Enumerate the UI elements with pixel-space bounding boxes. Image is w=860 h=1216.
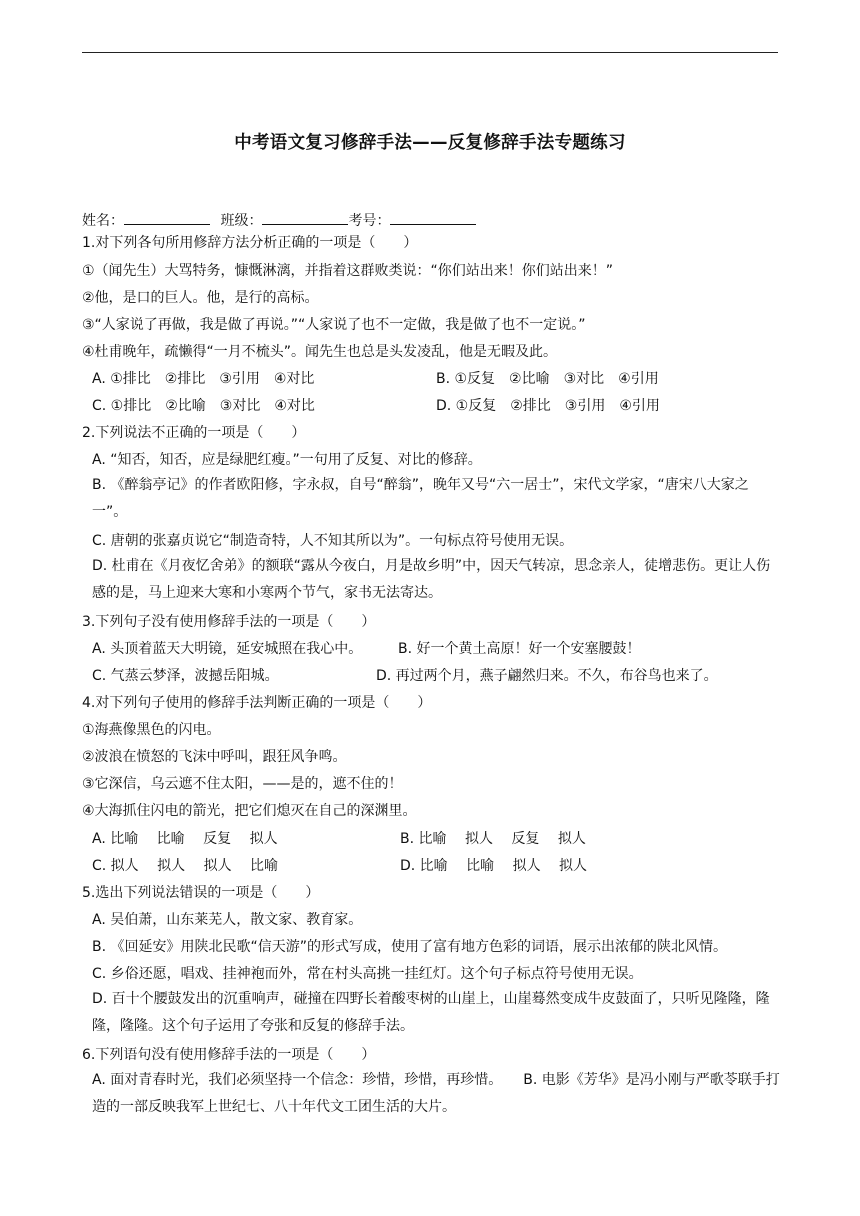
q3-option-a[interactable]: A. 头顶着蓝天大明镜，延安城照在我心中。: [92, 641, 363, 657]
q1-option-c[interactable]: C. ①排比 ②比喻 ③对比 ④对比: [92, 398, 315, 414]
exam-label: 考号：: [348, 213, 391, 229]
q1-sentence-1: ①（闻先生）大骂特务，慷慨淋漓，并指着这群败类说：“你们站出来！你们站出来！”: [82, 263, 614, 279]
q1-option-a[interactable]: A. ①排比 ②排比 ③引用 ④对比: [92, 371, 315, 387]
q1-stem: 1.对下列各句所用修辞方法分析正确的一项是（ ）: [82, 235, 418, 251]
header-rule: [82, 52, 778, 53]
q3-stem: 3.下列句子没有使用修辞手法的一项是（ ）: [82, 614, 376, 630]
q4-option-c[interactable]: C. 拟人 拟人 拟人 比喻: [92, 858, 279, 874]
q2-stem: 2.下列说法不正确的一项是（ ）: [82, 425, 306, 441]
q1-sentence-3: ③“人家说了再做，我是做了再说。”“人家说了也不一定做，我是做了也不一定说。”: [82, 317, 586, 333]
q5-option-a[interactable]: A. 吴伯萧，山东莱芜人，散文家、教育家。: [92, 912, 363, 928]
q5-option-c[interactable]: C. 乡俗还愿，唱戏、挂神袍而外，常在村头高挑一挂红灯。这个句子标点符号使用无误。: [92, 966, 643, 982]
student-info-line: [82, 210, 476, 230]
q4-sentence-1: ①海燕像黑色的闪电。: [82, 722, 221, 738]
q3-option-b[interactable]: B. 好一个黄土高原！好一个安塞腰鼓！: [398, 641, 641, 657]
q4-option-b[interactable]: B. 比喻 拟人 反复 拟人: [400, 831, 586, 847]
class-label: 班级：: [220, 213, 263, 229]
q1-option-d[interactable]: D. ①反复 ②排比 ③引用 ④引用: [436, 398, 660, 414]
q5-stem: 5.选出下列说法错误的一项是（ ）: [82, 885, 320, 901]
q4-stem: 4.对下列句子使用的修辞手法判断正确的一项是（ ）: [82, 695, 432, 711]
q2-option-c[interactable]: C. 唐朝的张嘉贞说它“制造奇特，人不知其所以为”。一句标点符号使用无误。: [92, 533, 574, 549]
q4-sentence-4: ④大海抓住闪电的箭光，把它们熄灭在自己的深渊里。: [82, 803, 417, 819]
q3-option-c[interactable]: C. 气蒸云梦泽，波撼岳阳城。: [92, 668, 279, 684]
q5-option-d[interactable]: D. 百十个腰鼓发出的沉重响声，碰撞在四野长着酸枣树的山崖上，山崖蓦然变成牛皮鼓面了，只听见隆隆，隆隆，隆隆。这个句子运用了夸张和反复的修辞手法。: [92, 991, 770, 1034]
q1-sentence-2: ②他，是口的巨人。他，是行的高标。: [82, 290, 319, 306]
name-field[interactable]: [124, 210, 210, 225]
q4-sentence-2: ②波浪在愤怒的飞沫中呼叫，跟狂风争鸣。: [82, 749, 347, 765]
q4-sentence-3: ③它深信，乌云遮不住太阳，——是的，遮不住的！: [82, 776, 403, 792]
q6-stem: 6.下列语句没有使用修辞手法的一项是（ ）: [82, 1047, 376, 1063]
q2-option-a[interactable]: A. “知否，知否，应是绿肥红瘦。”一句用了反复、对比的修辞。: [92, 452, 482, 468]
q3-option-d[interactable]: D. 再过两个月，燕子翩然归来。不久，布谷鸟也来了。: [376, 668, 718, 684]
page-title: 中考语文复习修辞手法——反复修辞手法专题练习: [234, 133, 626, 153]
exam-number-field[interactable]: [390, 210, 476, 225]
class-field[interactable]: [262, 210, 348, 225]
q4-option-d[interactable]: D. 比喻 比喻 拟人 拟人: [400, 858, 588, 874]
q1-sentence-4: ④杜甫晚年，疏懒得“一月不梳头”。闻先生也总是头发凌乱，他是无暇及此。: [82, 344, 558, 360]
q4-option-a[interactable]: A. 比喻 比喻 反复 拟人: [92, 831, 278, 847]
q1-option-b[interactable]: B. ①反复 ②比喻 ③对比 ④引用: [436, 371, 659, 387]
q2-option-d[interactable]: D. 杜甫在《月夜忆舍弟》的额联“露从今夜白，月是故乡明”中，因天气转凉，思念亲人，徒增悲伤。更让人伤感的是，马上迎来大寒和小寒两个节气，家书无法寄达。: [92, 558, 771, 601]
q6-options-ab[interactable]: A. 面对青春时光，我们必须坚持一个信念：珍惜，珍惜，再珍惜。 B. 电影《芳华》是冯小刚与严歌苓联手打造的一部反映我军上世纪七、八十年代文工团生活的大片。: [92, 1072, 780, 1115]
name-label: 姓名：: [82, 213, 124, 229]
q2-option-b[interactable]: B. 《醉翁亭记》的作者欧阳修，字永叔，自号“醉翁”，晚年又号“六一居士”，宋代文学家，“唐宋八大家之一”。: [92, 477, 749, 520]
q5-option-b[interactable]: B. 《回延安》用陕北民歌“信天游”的形式写成，使用了富有地方色彩的词语，展示出浓郁的陕北风情。: [92, 939, 728, 955]
